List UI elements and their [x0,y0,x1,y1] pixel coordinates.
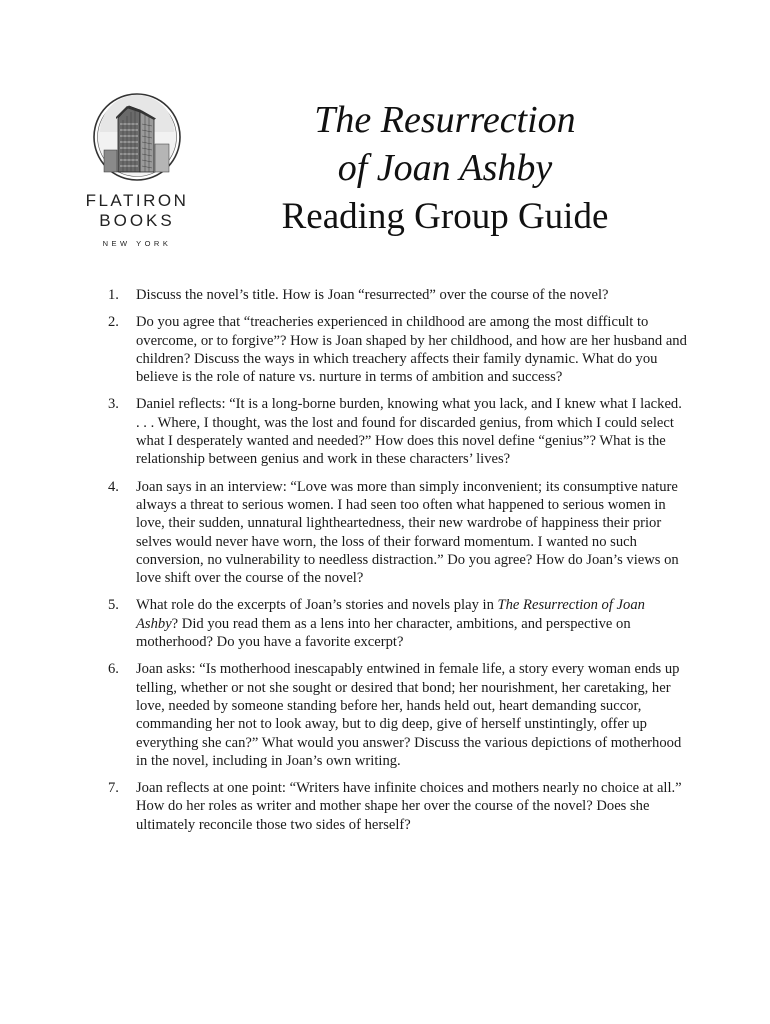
book-title-line-1: The Resurrection [314,99,576,141]
question-item [108,660,688,770]
question-text: Joan says in an interview: “Love was more than simply inconvenient; its consumptive nature always a threat to serious women. I had seen too often what happened to serious women in love, their sudden, unnatural lightheartedness, their new wardrobe of happiness their prior selves would never have worn, the loss of their forward momentum. I wanted no such conversion, no vulnerability to needless distraction.” Do you agree? How do Joan’s views on love shift over the course of the novel? [136,478,679,587]
question-text: Joan asks: “Is motherhood inescapably entwined in female life, a story every woman ends up telling, whether or not she sought or desired that bond; her nourishment, her caretaking, her love, needed by someone standing before her, hands held out, heart demanding succor, commanding her not to look away, but to dig deep, give of herself unstintingly, offer up everything she can?” What would you answer? Discuss the various depictions of motherhood in the novel, including in Joan’s own writing. [136,661,682,769]
logo-wordmark-books: BOOKS [99,211,175,230]
logo-wordmark-flatiron: FLATIRON [85,191,189,210]
flatiron-building-emblem-icon [92,92,182,182]
question-number: 4. [108,478,119,495]
question-number: 3. [108,396,119,413]
question-number: 5. [108,597,119,614]
question-item [108,478,688,588]
question-text: Do you agree that “treacheries experienced in childhood are among the most difficult to overcome, or to forgive”? How is Joan shaped by her childhood, and how are her husband and children? Discuss the ways in which treachery affects their family dynamic. What do you believe is the role of nature vs. nurture in terms of ambition and success? [136,314,687,386]
question-text-after: ? Did you read them as a lens into her character, ambitions, and perspective on motherhood? Do you have a favorite excerpt? [136,615,631,651]
question-list [108,286,688,843]
publisher-logo [72,92,202,248]
book-title-reference: The Resurrection of Joan Ashby [136,597,645,632]
question-number: 2. [108,314,119,331]
question-number: 7. [108,780,119,797]
question-number: 1. [108,287,119,303]
question-text: Discuss the novel’s title. How is Joan “resurrected” over the course of the novel? [136,287,609,303]
question-item [108,286,688,304]
question-item [108,313,688,386]
guide-subtitle: Reading Group Guide [281,196,609,237]
question-item [108,779,688,834]
question-number: 6. [108,661,119,678]
question-text: Daniel reflects: “It is a long-borne burden, knowing what you lack, and I knew what I lacked. . . . Where, I thought, was the lost and found for discarded genius, from which I could select what I desperately wanted and needed?” How does this novel define “genius”? What is the relationship between genius and work in these characters’ lives? [136,396,682,468]
page-title [230,96,660,242]
question-text [136,597,645,650]
question-text-before: What role do the excerpts of Joan’s stories and novels play in [136,597,498,614]
question-text: Joan reflects at one point: “Writers have infinite choices and mothers nearly no choice at all.” How do her roles as writer and mother shape her over the course of the novel? Does she ultimately reconcile those two sides of herself? [136,780,682,833]
question-item [108,395,688,468]
question-item [108,596,688,651]
logo-location: NEW YORK [102,239,172,248]
book-title-line-2: of Joan Ashby [337,147,553,189]
